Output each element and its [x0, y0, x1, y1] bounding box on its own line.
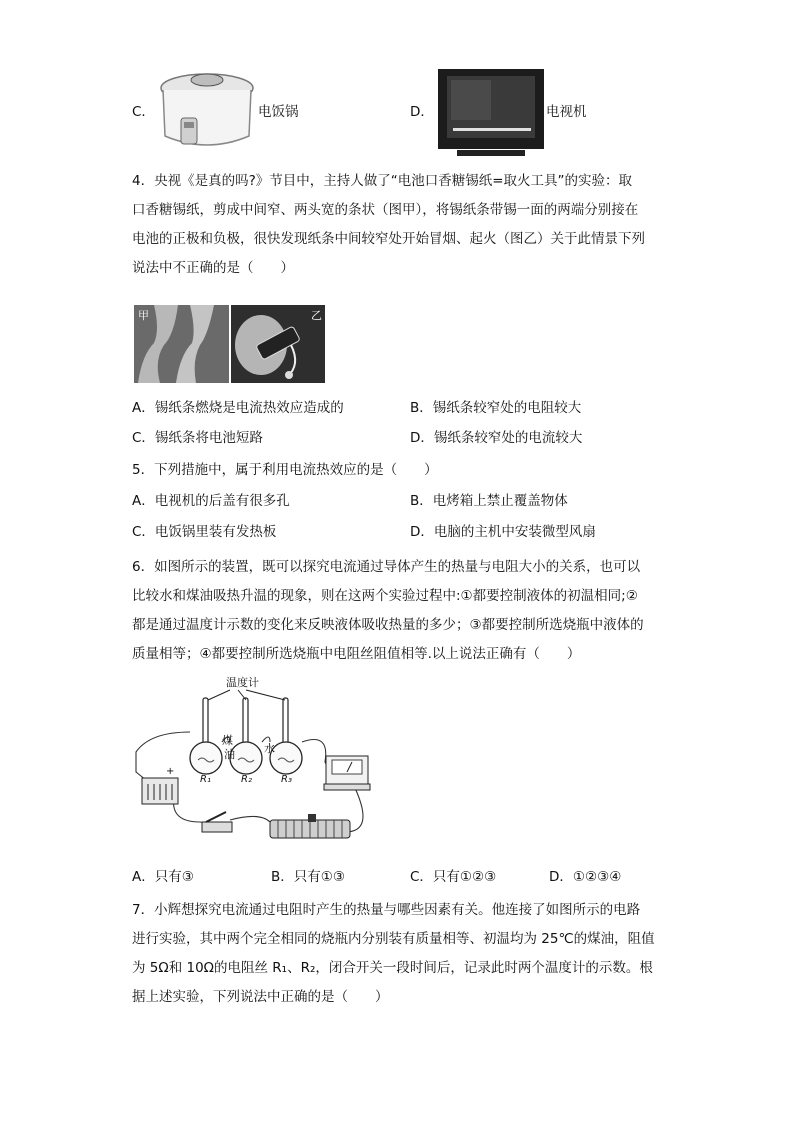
q4-stem: [132, 167, 672, 283]
rice-cooker-image: [155, 66, 255, 158]
tv-image: [437, 68, 545, 158]
q6-stem-line: 都是通过温度计示数的变化来反映液体吸收热量的多少；③都要控制所选烧瓶中液体的: [132, 617, 644, 633]
q4-option-a: A．锡纸条燃烧是电流热效应造成的: [132, 400, 344, 416]
resistor-r2-label: R₂: [241, 774, 252, 785]
water-label: 水: [264, 742, 275, 755]
q4-stem-line: 电池的正极和负极，很快发现纸条中间较窄处开始冒烟、起火（图乙）关于此情景下列: [132, 231, 645, 247]
q4-option-c: C．锡纸条将电池短路: [132, 430, 263, 446]
q7-stem-line: 为 5Ω和 10Ω的电阻丝 R₁、R₂，闭合开关一段时间后，记录此时两个温度计的示数。根: [132, 960, 653, 976]
q6-option-b: B．只有①③: [271, 869, 345, 885]
q6-option-d: D．①②③④: [549, 869, 622, 885]
option-c-letter: C．: [132, 104, 155, 120]
kerosene-label-2: 油: [224, 748, 235, 761]
q5-stem: 5．下列措施中，属于利用电流热效应的是（ ）: [132, 462, 438, 478]
q6-stem: [132, 553, 672, 669]
q6-stem-line: 质量相等；④都要控制所选烧瓶中电阻丝阻值相等.以上说法正确有（ ）: [132, 646, 581, 662]
q5-option-a: A．电视机的后盖有很多孔: [132, 493, 290, 509]
q6-stem-line: 6．如图所示的装置，既可以探究电流通过导体产生的热量与电阻大小的关系，也可以: [132, 559, 641, 575]
option-d-letter: D．: [410, 104, 434, 120]
q7-stem-line: 7．小辉想探究电流通过电阻时产生的热量与哪些因素有关。他连接了如图所示的电路: [132, 902, 641, 918]
resistor-r1-label: R₁: [200, 774, 211, 785]
battery-burning-figure: [231, 305, 325, 383]
q4-option-b: B．锡纸条较窄处的电阻较大: [410, 400, 582, 416]
q5-option-b: B．电烤箱上禁止覆盖物体: [410, 493, 568, 509]
q5-option-c: C．电饭锅里装有发热板: [132, 524, 277, 540]
thermometer-label: 温度计: [226, 676, 259, 689]
q7-stem-line: 进行实验，其中两个完全相同的烧瓶内分别装有质量相等、初温均为 25℃的煤油，阻值: [132, 931, 655, 947]
q6-option-a: A．只有③: [132, 869, 194, 885]
figure-label-jia: 甲: [138, 309, 149, 322]
resistor-r3-label: R₃: [281, 774, 292, 785]
heating-experiment-circuit-figure: [130, 672, 380, 857]
q7-stem: [132, 896, 672, 1012]
option-c-label: 电饭锅: [258, 104, 299, 120]
tin-foil-strip-figure: [134, 305, 229, 383]
q6-stem-line: 比较水和煤油吸热升温的现象，则在这两个实验过程中:①都要控制液体的初温相同;②: [132, 588, 638, 604]
figure-label-yi: 乙: [311, 309, 322, 322]
q4-stem-line: 4．央视《是真的吗?》节目中，主持人做了“电池口香糖锡纸=取火工具”的实验：取: [132, 173, 633, 189]
battery-plus-label: +: [166, 766, 175, 777]
q4-stem-line: 说法中不正确的是（ ）: [132, 260, 294, 276]
q5-option-d: D．电脑的主机中安装微型风扇: [410, 524, 596, 540]
option-d-label: 电视机: [546, 104, 587, 120]
q4-option-d: D．锡纸条较窄处的电流较大: [410, 430, 583, 446]
q6-option-c: C．只有①②③: [410, 869, 497, 885]
q7-stem-line: 据上述实验，下列说法中正确的是（ ）: [132, 989, 389, 1005]
q4-stem-line: 口香糖锡纸，剪成中间窄、两头宽的条状（图甲），将锡纸条带锡一面的两端分别接在: [132, 202, 639, 218]
kerosene-label-1: 煤: [222, 734, 233, 747]
